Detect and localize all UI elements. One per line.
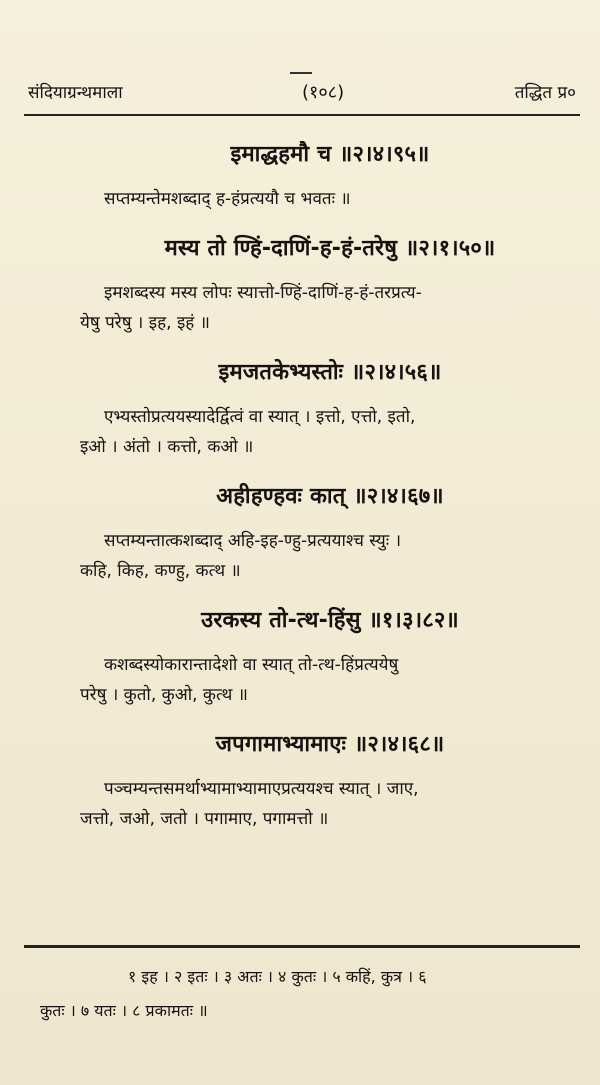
gloss-line: इओ । अंतो । कत्तो, कओ ॥ (80, 437, 254, 457)
gloss-line: कशब्दस्योकारान्तादेशो वा स्यात् तो-त्थ-हिंप्रत्ययेषु (104, 655, 399, 675)
series-title: संदियाग्रन्थमाला (28, 83, 123, 103)
footnote-line: १ इह । २ इतः । ३ अतः । ४ कुतः । ५ कहिं, कुत्र । ६ (128, 967, 427, 986)
sutra-heading: इमाद्धहमौ च ॥२।४।९५॥ (230, 142, 430, 167)
gloss (80, 650, 580, 710)
sutra-heading: इमजतकेभ्यस्तोः ॥२।४।५६॥ (218, 360, 442, 385)
gloss-line: सप्तम्यन्तेमशब्दाद् ह-हंप्रत्ययौ च भवतः ॥ (104, 189, 351, 209)
main-text (80, 138, 580, 852)
footnotes (40, 960, 570, 1028)
ink-mark (290, 72, 312, 74)
gloss-line: येषु परेषु । इह, इहं ॥ (80, 313, 210, 333)
gloss-line: पञ्चम्यन्तसमर्थाभ्यामाभ्यामाएप्रत्ययश्च स्यात् । जाए, (104, 779, 419, 799)
gloss-line: इमशब्दस्य मस्य लोपः स्यात्तो-ण्हिं-दाणिं-ह-हं-तरप्रत्य- (104, 283, 422, 303)
sutra-heading: मस्य तो ण्हिं-दाणिं-ह-हं-तरेषु ॥२।१।५०॥ (164, 236, 496, 261)
gloss-line: सप्तम्यन्तात्कशब्दाद् अहि-इह-ण्हु-प्रत्ययाश्च स्युः । (104, 531, 402, 551)
gloss-line: परेषु । कुतो, कुओ, कुत्थ ॥ (80, 685, 248, 705)
gloss (80, 526, 580, 586)
entry-6 (80, 728, 580, 834)
gloss-line: एभ्यस्तोप्रत्ययस्यादेर्द्वित्वं वा स्यात् । इत्तो, एत्तो, इतो, (104, 407, 416, 427)
sutra-heading: अहीहण्हवः कात् ॥२।४।६७॥ (216, 484, 444, 509)
gloss (80, 402, 580, 462)
page-number: (१०८) (302, 82, 345, 103)
gloss-line: कहि, किह, कण्हु, कत्थ ॥ (80, 561, 241, 581)
entry-4 (80, 480, 580, 586)
gloss-line: जत्तो, जओ, जतो । पगामाए, पगामत्तो ॥ (80, 809, 329, 829)
entry-1 (80, 138, 580, 214)
sutra-heading: जपगामाभ्यामाएः ॥२।४।६८॥ (215, 732, 445, 757)
gloss (80, 278, 580, 338)
entry-5 (80, 604, 580, 710)
header-rule (24, 114, 580, 116)
sutra-heading: उरकस्य तो-त्थ-हिंसु ॥१।३।८२॥ (201, 608, 459, 633)
gloss (80, 774, 580, 834)
footnote-line: कुतः । ७ यतः । ८ प्रकामतः ॥ (40, 1001, 208, 1020)
entry-3 (80, 356, 580, 462)
chapter-title: तद्धित प्र० (514, 83, 576, 103)
entry-2 (80, 232, 580, 338)
gloss (80, 184, 580, 214)
running-header (28, 78, 576, 114)
footnote-rule (24, 945, 580, 948)
